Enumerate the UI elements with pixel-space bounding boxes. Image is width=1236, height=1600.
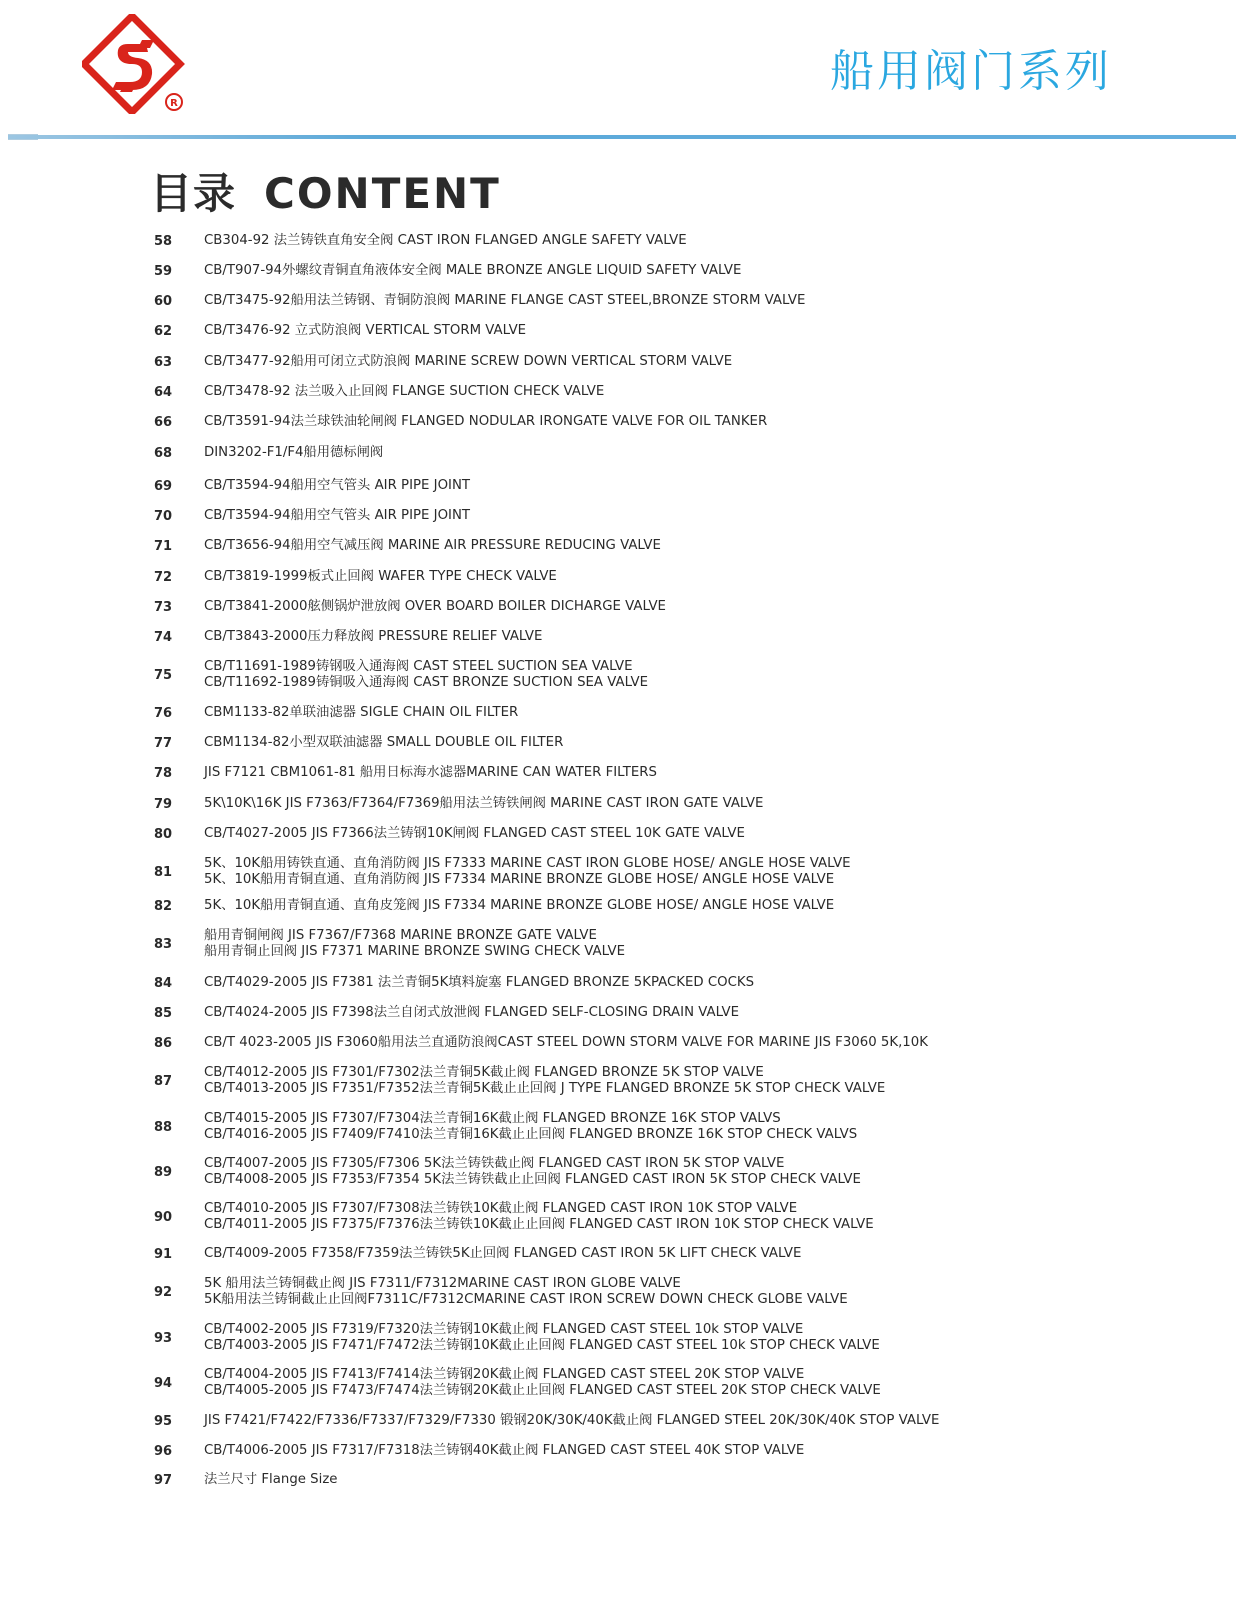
toc-page-number: 82 xyxy=(154,899,173,914)
toc-title xyxy=(204,1472,1214,1488)
toc-title-line: CB/T3841-2000舷侧锅炉泄放阀 OVER BOARD BOILER DICHARGE VALVE xyxy=(204,599,666,614)
toc-title xyxy=(204,445,1214,461)
toc-page-number: 89 xyxy=(154,1165,173,1180)
toc-page-number: 95 xyxy=(154,1414,173,1429)
page-title-en: CONTENT xyxy=(264,169,501,218)
toc-title-line: CBM1133-82单联油滤器 SIGLE CHAIN OIL FILTER xyxy=(204,705,519,720)
toc-title xyxy=(204,1322,1214,1354)
toc-title-line: CB/T3594-94船用空气管头 AIR PIPE JOINT xyxy=(204,478,471,493)
toc-title xyxy=(204,508,1214,524)
toc-page-number: 58 xyxy=(154,234,173,249)
toc-title xyxy=(204,629,1214,645)
toc-title xyxy=(204,928,1214,960)
toc-title-line: CB/T3475-92船用法兰铸钢、青铜防浪阀 MARINE FLANGE CAST STEEL,BRONZE STORM VALVE xyxy=(204,293,806,308)
toc-page-number: 80 xyxy=(154,827,173,842)
toc-title-line: CB/T4003-2005 JIS F7471/F7472法兰铸钢10K截止止回阀 FLANGED CAST STEEL 10k STOP CHECK VALVE xyxy=(204,1338,880,1353)
toc-title xyxy=(204,1065,1214,1097)
toc-title-line: CB/T4027-2005 JIS F7366法兰铸钢10K闸阀 FLANGED CAST STEEL 10K GATE VALVE xyxy=(204,826,745,841)
toc-title-line: CB/T3478-92 法兰吸入止回阀 FLANGE SUCTION CHECK VALVE xyxy=(204,384,605,399)
toc-page-number: 91 xyxy=(154,1247,173,1262)
toc-page-number: 73 xyxy=(154,600,173,615)
toc-title-line: CB/T11692-1989铸铜吸入通海阀 CAST BRONZE SUCTION SEA VALVE xyxy=(204,675,649,690)
toc-title-line: CB/T4029-2005 JIS F7381 法兰青铜5K填料旋塞 FLANGED BRONZE 5KPACKED COCKS xyxy=(204,975,755,990)
toc-page-number: 74 xyxy=(154,630,173,645)
toc-title-line: CB/T4010-2005 JIS F7307/F7308法兰铸铁10K截止阀 FLANGED CAST IRON 10K STOP VALVE xyxy=(204,1201,798,1216)
toc-title xyxy=(204,1201,1214,1233)
toc-title-line: CB/T3594-94船用空气管头 AIR PIPE JOINT xyxy=(204,508,471,523)
toc-title-line: 法兰尺寸 Flange Size xyxy=(204,1472,338,1487)
toc-title xyxy=(204,1005,1214,1021)
toc-page-number: 70 xyxy=(154,509,173,524)
toc-title xyxy=(204,796,1214,812)
toc-title xyxy=(204,569,1214,585)
toc-title xyxy=(204,765,1214,781)
toc-page-number: 96 xyxy=(154,1444,173,1459)
toc-title xyxy=(204,705,1214,721)
svg-text:R: R xyxy=(170,98,178,109)
toc-title xyxy=(204,384,1214,400)
toc-title xyxy=(204,856,1214,888)
toc-title-line: CB304-92 法兰铸铁直角安全阀 CAST IRON FLANGED ANGLE SAFETY VALVE xyxy=(204,233,687,248)
toc-title-line: 5K\10K\16K JIS F7363/F7364/F7369船用法兰铸铁闸阀 MARINE CAST IRON GATE VALVE xyxy=(204,796,764,811)
toc-page-number: 93 xyxy=(154,1331,173,1346)
toc-title xyxy=(204,1443,1214,1459)
toc-title-line: CB/T4015-2005 JIS F7307/F7304法兰青铜16K截止阀 FLANGED BRONZE 16K STOP VALVS xyxy=(204,1111,781,1126)
toc-title-line: CB/T11691-1989铸钢吸入通海阀 CAST STEEL SUCTION SEA VALVE xyxy=(204,659,633,674)
series-title: 船用阀门系列 xyxy=(830,46,1112,97)
toc-title xyxy=(204,659,1214,691)
toc-title-line: CBM1134-82小型双联油滤器 SMALL DOUBLE OIL FILTER xyxy=(204,735,564,750)
toc-title-line: CB/T4024-2005 JIS F7398法兰自闭式放泄阀 FLANGED SELF-CLOSING DRAIN VALVE xyxy=(204,1005,740,1020)
toc-title-line: CB/T3591-94法兰球铁油轮闸阀 FLANGED NODULAR IRONGATE VALVE FOR OIL TANKER xyxy=(204,414,768,429)
toc-title-line: CB/T907-94外螺纹青铜直角液体安全阀 MALE BRONZE ANGLE LIQUID SAFETY VALVE xyxy=(204,263,742,278)
toc-page-number: 75 xyxy=(154,668,173,683)
toc-title-line: CB/T4013-2005 JIS F7351/F7352法兰青铜5K截止止回阀 J TYPE FLANGED BRONZE 5K STOP CHECK VALVE xyxy=(204,1081,886,1096)
toc-title-line: CB/T4008-2005 JIS F7353/F7354 5K法兰铸铁截止止回阀 FLANGED CAST IRON 5K STOP CHECK VALVE xyxy=(204,1172,861,1187)
toc-title xyxy=(204,293,1214,309)
toc-title-line: CB/T4007-2005 JIS F7305/F7306 5K法兰铸铁截止阀 FLANGED CAST IRON 5K STOP VALVE xyxy=(204,1156,785,1171)
toc-title xyxy=(204,233,1214,249)
toc-page-number: 64 xyxy=(154,385,173,400)
toc-title-line: 5K船用法兰铸铜截止止回阀F7311C/F7312CMARINE CAST IRON SCREW DOWN CHECK GLOBE VALVE xyxy=(204,1292,848,1307)
toc-title xyxy=(204,538,1214,554)
toc-page-number: 84 xyxy=(154,976,173,991)
toc-page-number: 85 xyxy=(154,1006,173,1021)
toc-page-number: 86 xyxy=(154,1036,173,1051)
toc-page-number: 92 xyxy=(154,1285,173,1300)
toc-title-line: CB/T4009-2005 F7358/F7359法兰铸铁5K止回阀 FLANGED CAST IRON 5K LIFT CHECK VALVE xyxy=(204,1246,802,1261)
toc-page-number: 68 xyxy=(154,446,173,461)
toc-title xyxy=(204,826,1214,842)
toc-page-number: 79 xyxy=(154,797,173,812)
toc-title-line: DIN3202-F1/F4船用德标闸阀 xyxy=(204,445,384,460)
toc-title-line: CB/T 4023-2005 JIS F3060船用法兰直通防浪阀CAST STEEL DOWN STORM VALVE FOR MARINE JIS F3060 5K,10K xyxy=(204,1035,928,1050)
toc-title xyxy=(204,1111,1214,1143)
toc-title-line: 5K、10K船用青铜直通、直角消防阀 JIS F7334 MARINE BRONZE GLOBE HOSE/ ANGLE HOSE VALVE xyxy=(204,872,835,887)
toc-title-line: CB/T3656-94船用空气减压阀 MARINE AIR PRESSURE REDUCING VALVE xyxy=(204,538,661,553)
toc-title-line: CB/T4002-2005 JIS F7319/F7320法兰铸钢10K截止阀 FLANGED CAST STEEL 10k STOP VALVE xyxy=(204,1322,804,1337)
toc-page-number: 76 xyxy=(154,706,173,721)
toc-page-number: 63 xyxy=(154,355,173,370)
toc-title-line: CB/T4006-2005 JIS F7317/F7318法兰铸钢40K截止阀 FLANGED CAST STEEL 40K STOP VALVE xyxy=(204,1443,805,1458)
toc-page-number: 60 xyxy=(154,294,173,309)
toc-page-number: 72 xyxy=(154,570,173,585)
toc-title-line: CB/T4016-2005 JIS F7409/F7410法兰青铜16K截止止回阀 FLANGED BRONZE 16K STOP CHECK VALVS xyxy=(204,1127,858,1142)
toc-title xyxy=(204,414,1214,430)
toc-title-line: CB/T4005-2005 JIS F7473/F7474法兰铸钢20K截止止回阀 FLANGED CAST STEEL 20K STOP CHECK VALVE xyxy=(204,1383,881,1398)
toc-title-line: CB/T3843-2000压力释放阀 PRESSURE RELIEF VALVE xyxy=(204,629,543,644)
toc-page-number: 81 xyxy=(154,865,173,880)
toc-title-line: 5K、10K船用铸铁直通、直角消防阀 JIS F7333 MARINE CAST IRON GLOBE HOSE/ ANGLE HOSE VALVE xyxy=(204,856,851,871)
toc-page-number: 77 xyxy=(154,736,173,751)
toc-title xyxy=(204,354,1214,370)
page-title-cn: 目录 xyxy=(150,169,237,218)
toc-page-number: 62 xyxy=(154,324,173,339)
toc-page-number: 90 xyxy=(154,1210,173,1225)
toc-title-line: JIS F7121 CBM1061-81 船用日标海水滤器MARINE CAN WATER FILTERS xyxy=(204,765,657,780)
toc-title xyxy=(204,975,1214,991)
toc-title xyxy=(204,323,1214,339)
toc-title xyxy=(204,898,1214,914)
toc-page-number: 83 xyxy=(154,937,173,952)
toc-title-line: 5K 船用法兰铸铜截止阀 JIS F7311/F7312MARINE CAST IRON GLOBE VALVE xyxy=(204,1276,681,1291)
toc-page-number: 59 xyxy=(154,264,173,279)
toc-title xyxy=(204,263,1214,279)
toc-title-line: 船用青铜闸阀 JIS F7367/F7368 MARINE BRONZE GATE VALVE xyxy=(204,928,597,943)
toc-page-number: 88 xyxy=(154,1120,173,1135)
toc-title-line: CB/T3476-92 立式防浪阀 VERTICAL STORM VALVE xyxy=(204,323,527,338)
toc-title-line: CB/T4004-2005 JIS F7413/F7414法兰铸钢20K截止阀 FLANGED CAST STEEL 20K STOP VALVE xyxy=(204,1367,805,1382)
toc-title-line: CB/T3819-1999板式止回阀 WAFER TYPE CHECK VALVE xyxy=(204,569,557,584)
toc-title-line: CB/T4011-2005 JIS F7375/F7376法兰铸铁10K截止止回阀 FLANGED CAST IRON 10K STOP CHECK VALVE xyxy=(204,1217,874,1232)
toc-page-number: 78 xyxy=(154,766,173,781)
toc-page-number: 69 xyxy=(154,479,173,494)
toc-title xyxy=(204,1276,1214,1308)
toc-page-number: 87 xyxy=(154,1074,173,1089)
toc-title xyxy=(204,735,1214,751)
toc-title xyxy=(204,1413,1214,1429)
toc-title-line: 船用青铜止回阀 JIS F7371 MARINE BRONZE SWING CHECK VALVE xyxy=(204,944,626,959)
toc-title xyxy=(204,1367,1214,1399)
toc-title xyxy=(204,478,1214,494)
toc-title-line: 5K、10K船用青铜直通、直角皮笼阀 JIS F7334 MARINE BRONZE GLOBE HOSE/ ANGLE HOSE VALVE xyxy=(204,898,835,913)
toc-title xyxy=(204,1035,1214,1051)
toc-page-number: 71 xyxy=(154,539,173,554)
toc-page-number: 97 xyxy=(154,1473,173,1488)
toc-title xyxy=(204,1156,1214,1188)
toc-title-line: CB/T4012-2005 JIS F7301/F7302法兰青铜5K截止阀 FLANGED BRONZE 5K STOP VALVE xyxy=(204,1065,764,1080)
toc-title-line: CB/T3477-92船用可闭立式防浪阀 MARINE SCREW DOWN VERTICAL STORM VALVE xyxy=(204,354,733,369)
toc-page-number: 66 xyxy=(154,415,173,430)
toc-title xyxy=(204,1246,1214,1262)
toc-title-line: JIS F7421/F7422/F7336/F7337/F7329/F7330 锻钢20K/30K/40K截止阀 FLANGED STEEL 20K/30K/40K STOP VALVE xyxy=(204,1413,940,1428)
toc-title xyxy=(204,599,1214,615)
toc-page-number: 94 xyxy=(154,1376,173,1391)
